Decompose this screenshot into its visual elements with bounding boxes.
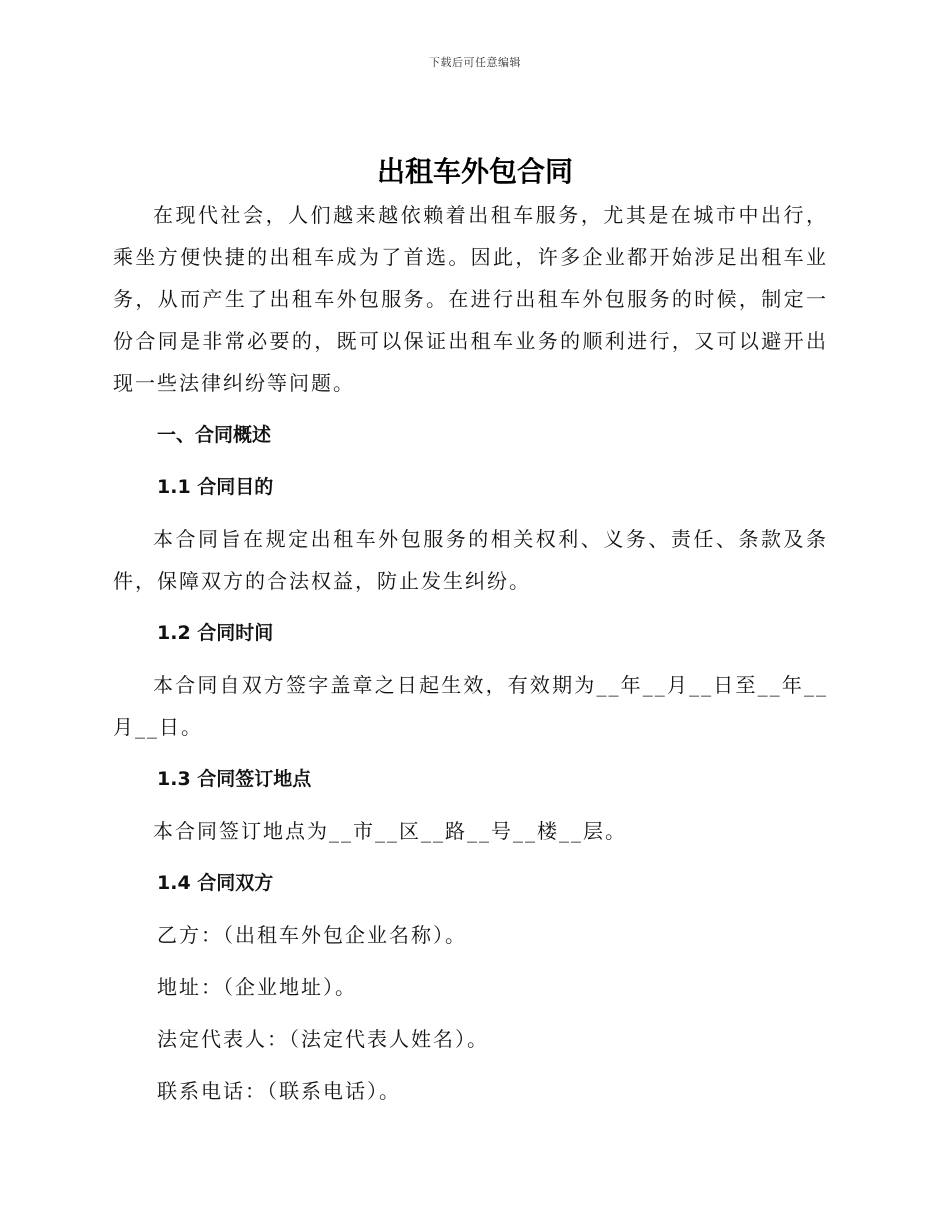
intro-paragraph: 在现代社会，人们越来越依赖着出租车服务，尤其是在城市中出行，乘坐方便快捷的出租车成为了首选。因此，许多企业都开始涉足出租车业务，从而产生了出租车外包服务。在进行出租车外包服务的时候，制定一份合同是非常必要的，既可以保证出租车业务的顺利进行，又可以避开出现一些法律纠纷等问题。 bbox=[113, 203, 828, 395]
term-paragraph: 本合同自双方签字盖章之日起生效，有效期为__年__月__日至__年__月__日。 bbox=[113, 673, 828, 739]
section-heading-overview: 一、合同概述 bbox=[157, 424, 272, 446]
purpose-paragraph: 本合同旨在规定出租车外包服务的相关权利、义务、责任、条款及条件，保障双方的合法权益，防止发生纠纷。 bbox=[113, 527, 828, 593]
subsection-heading-location: 1.3 合同签订地点 bbox=[157, 768, 312, 790]
location-paragraph: 本合同签订地点为__市__区__路__号__楼__层。 bbox=[153, 819, 627, 843]
party-b-line: 乙方：（出租车外包企业名称）。 bbox=[157, 923, 467, 947]
document-title: 出租车外包合同 bbox=[376, 155, 573, 188]
subsection-heading-parties: 1.4 合同双方 bbox=[157, 872, 274, 894]
phone-line: 联系电话：（联系电话）。 bbox=[157, 1079, 401, 1103]
legal-rep-line: 法定代表人：（法定代表人姓名）。 bbox=[157, 1027, 489, 1051]
address-line: 地址：（企业地址）。 bbox=[157, 975, 357, 999]
document-body bbox=[113, 194, 828, 1112]
header-note: 下载后可任意编辑 bbox=[429, 56, 521, 69]
subsection-heading-purpose: 1.1 合同目的 bbox=[157, 476, 274, 498]
subsection-heading-term: 1.2 合同时间 bbox=[157, 622, 274, 644]
